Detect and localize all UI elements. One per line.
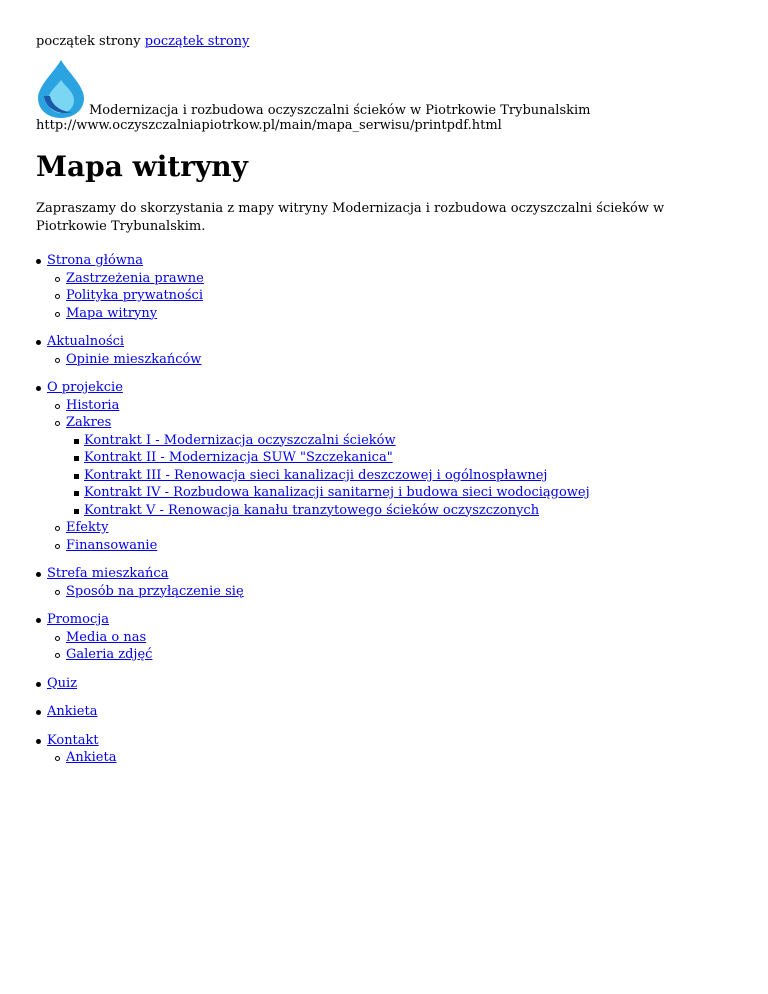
skip-to-top-link[interactable]: początek strony bbox=[144, 34, 250, 49]
sitemap-link-mapa-witryny[interactable]: Mapa witryny bbox=[66, 305, 158, 321]
sitemap-link-sposob-na-przylaczenie[interactable]: Sposób na przyłączenie się bbox=[66, 583, 244, 599]
sitemap-item bbox=[36, 379, 736, 554]
sitemap-subsubitem bbox=[84, 449, 736, 467]
sitemap-link-polityka-prywatnosci[interactable]: Polityka prywatności bbox=[66, 288, 203, 303]
sitemap-link-kontrakt-5[interactable]: Kontrakt V - Renowacja kanału tranzytowego ścieków oczyszczonych bbox=[84, 502, 540, 518]
sitemap-link-kontakt-ankieta[interactable]: Ankieta bbox=[66, 750, 117, 765]
sitemap-link-kontrakt-2[interactable]: Kontrakt II - Modernizacja SUW "Szczekanica" bbox=[84, 450, 393, 465]
sitemap-item bbox=[36, 565, 736, 600]
sitemap-link-ankieta[interactable]: Ankieta bbox=[47, 704, 98, 719]
water-drop-logo-icon bbox=[36, 58, 86, 118]
page-content bbox=[36, 33, 736, 778]
sitemap-link-zastrzezenia-prawne[interactable]: Zastrzeżenia prawne bbox=[66, 270, 204, 286]
sitemap-item bbox=[36, 732, 736, 767]
sitemap-subitem bbox=[66, 749, 736, 767]
sitemap-link-kontrakt-4[interactable]: Kontrakt IV - Rozbudowa kanalizacji sanitarnej i budowa sieci wodociągowej bbox=[84, 485, 590, 500]
sitemap-link-aktualnosci[interactable]: Aktualności bbox=[47, 334, 125, 349]
sitemap-link-quiz[interactable]: Quiz bbox=[47, 675, 78, 691]
sitemap-subitem bbox=[66, 397, 736, 415]
site-header bbox=[36, 58, 736, 118]
sitemap-subitem bbox=[66, 519, 736, 537]
sitemap-link-strona-glowna[interactable]: Strona główna bbox=[47, 253, 144, 268]
sitemap-link-kontrakt-3[interactable]: Kontrakt III - Renowacja sieci kanalizacji deszczowej i ogólnospławnej bbox=[84, 467, 548, 483]
sitemap-link-opinie-mieszkancow[interactable]: Opinie mieszkańców bbox=[66, 351, 202, 367]
skip-label: początek strony bbox=[36, 34, 141, 49]
sitemap-subitem bbox=[66, 629, 736, 647]
sitemap-link-galeria-zdjec[interactable]: Galeria zdjęć bbox=[66, 647, 153, 662]
sitemap-subsubitem bbox=[84, 484, 736, 502]
site-name: Modernizacja i rozbudowa oczyszczalni ścieków w Piotrkowie Trybunalskim bbox=[89, 103, 591, 118]
sitemap-link-promocja[interactable]: Promocja bbox=[47, 612, 110, 627]
sitemap-subitem bbox=[66, 537, 736, 555]
sitemap-subitem bbox=[66, 583, 736, 601]
sitemap-sublist bbox=[47, 749, 736, 767]
sitemap-link-kontrakt-1[interactable]: Kontrakt I - Modernizacja oczyszczalni ścieków bbox=[84, 432, 396, 448]
sitemap-sublist bbox=[47, 583, 736, 601]
sitemap-link-media-o-nas[interactable]: Media o nas bbox=[66, 629, 147, 645]
sitemap-item bbox=[36, 252, 736, 322]
sitemap-sublist bbox=[47, 397, 736, 555]
sitemap-sublist bbox=[47, 629, 736, 664]
sitemap-item bbox=[36, 703, 736, 721]
sitemap-link-efekty[interactable]: Efekty bbox=[66, 520, 109, 535]
page-url: http://www.oczyszczalniapiotrkow.pl/main/mapa_serwisu/printpdf.html bbox=[36, 118, 502, 133]
sitemap-subitem bbox=[66, 351, 736, 369]
intro-text: Zapraszamy do skorzystania z mapy witryny Modernizacja i rozbudowa oczyszczalni ścieków w Piotrkowie Trybunalskim. bbox=[36, 201, 665, 234]
sitemap-item bbox=[36, 333, 736, 368]
sitemap-subitem bbox=[66, 414, 736, 519]
sitemap-item bbox=[36, 611, 736, 664]
sitemap-subsubitem bbox=[84, 467, 736, 485]
sitemap-subitem bbox=[66, 287, 736, 305]
sitemap-sublist bbox=[47, 270, 736, 323]
sitemap-link-o-projekcie[interactable]: O projekcie bbox=[47, 380, 123, 395]
sitemap-link-historia[interactable]: Historia bbox=[66, 397, 120, 413]
sitemap-list bbox=[36, 252, 736, 767]
sitemap-sublist bbox=[47, 351, 736, 369]
sitemap-subsubitem bbox=[84, 502, 736, 520]
skip-line bbox=[36, 33, 736, 51]
sitemap-subsubitem bbox=[84, 432, 736, 450]
sitemap-subitem bbox=[66, 646, 736, 664]
sitemap-subitem bbox=[66, 305, 736, 323]
sitemap-item bbox=[36, 675, 736, 693]
page-title: Mapa witryny bbox=[36, 150, 248, 183]
sitemap-link-zakres[interactable]: Zakres bbox=[66, 415, 112, 430]
sitemap-link-finansowanie[interactable]: Finansowanie bbox=[66, 537, 158, 553]
sitemap-link-strefa-mieszkanca[interactable]: Strefa mieszkańca bbox=[47, 566, 169, 581]
sitemap-subitem bbox=[66, 270, 736, 288]
sitemap-link-kontakt[interactable]: Kontakt bbox=[47, 732, 99, 748]
sitemap-subsublist bbox=[66, 432, 736, 520]
